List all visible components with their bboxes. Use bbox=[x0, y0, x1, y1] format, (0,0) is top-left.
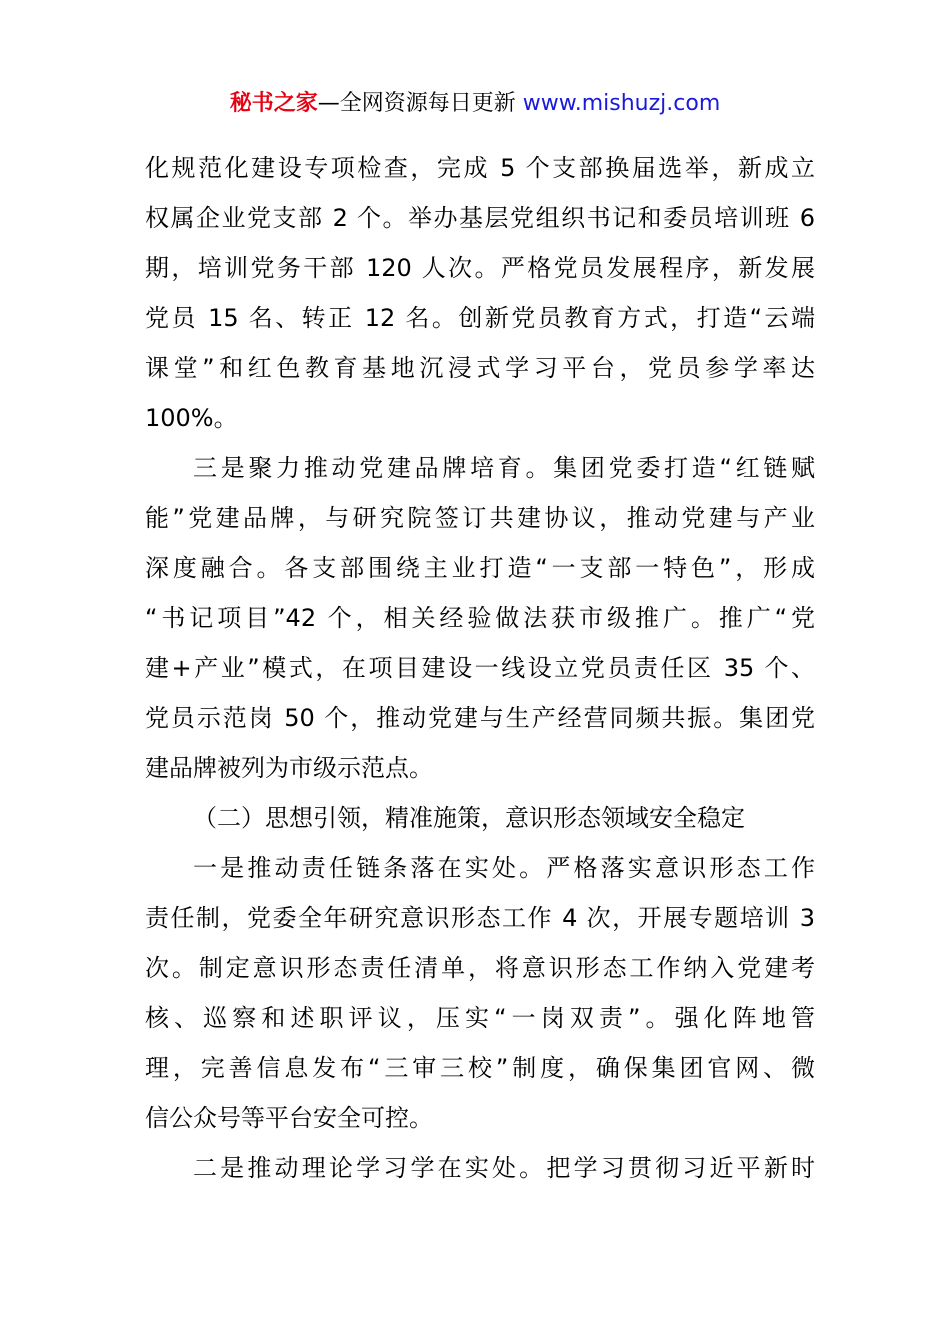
text-line: 核、巡察和述职评议，压实“一岗双责”。强化阵地管 bbox=[145, 1004, 815, 1032]
text-line: 次。制定意识形态责任清单，将意识形态工作纳入党建考 bbox=[145, 954, 815, 982]
site-url-link[interactable]: www.mishuzj.com bbox=[522, 91, 721, 116]
document-body bbox=[145, 143, 815, 1193]
text-line: 深度融合。各支部围绕主业打造“一支部一特色”，形成 bbox=[145, 554, 815, 582]
paragraph-start: 三是聚力推动党建品牌培育。集团党委打造“红链赋 bbox=[193, 454, 815, 482]
text-line: 期，培训党务干部 120 人次。严格党员发展程序，新发展 bbox=[145, 254, 815, 282]
text-line: 能”党建品牌，与研究院签订共建协议，推动党建与产业 bbox=[145, 504, 815, 532]
text-line: 100%。 bbox=[145, 404, 238, 432]
text-line: 权属企业党支部 2 个。举办基层党组织书记和委员培训班 6 bbox=[145, 204, 815, 232]
text-line: 理，完善信息发布“三审三校”制度，确保集团官网、微 bbox=[145, 1054, 815, 1082]
header-tagline: —全网资源每日更新 bbox=[317, 91, 523, 116]
text-line: 建品牌被列为市级示范点。 bbox=[145, 754, 433, 782]
text-line: 化规范化建设专项检查，完成 5 个支部换届选举，新成立 bbox=[145, 154, 815, 182]
text-line: “书记项目”42 个，相关经验做法获市级推广。推广“党 bbox=[145, 604, 815, 632]
section-heading: （二）思想引领，精准施策，意识形态领域安全稳定 bbox=[193, 804, 745, 832]
paragraph-start: 一是推动责任链条落在实处。严格落实意识形态工作 bbox=[193, 854, 815, 882]
text-line: 信公众号等平台安全可控。 bbox=[145, 1104, 433, 1132]
text-line: 党员 15 名、转正 12 名。创新党员教育方式，打造“云端 bbox=[145, 304, 815, 332]
text-line: 建+产业”模式，在项目建设一线设立党员责任区 35 个、 bbox=[145, 654, 815, 682]
text-line: 课堂”和红色教育基地沉浸式学习平台，党员参学率达 bbox=[145, 354, 815, 382]
page-header bbox=[0, 88, 950, 120]
brand-name: 秘书之家 bbox=[229, 91, 318, 116]
text-line: 党员示范岗 50 个，推动党建与生产经营同频共振。集团党 bbox=[145, 704, 815, 732]
text-line: 责任制，党委全年研究意识形态工作 4 次，开展专题培训 3 bbox=[145, 904, 815, 932]
paragraph-start: 二是推动理论学习学在实处。把学习贯彻习近平新时 bbox=[193, 1154, 815, 1182]
